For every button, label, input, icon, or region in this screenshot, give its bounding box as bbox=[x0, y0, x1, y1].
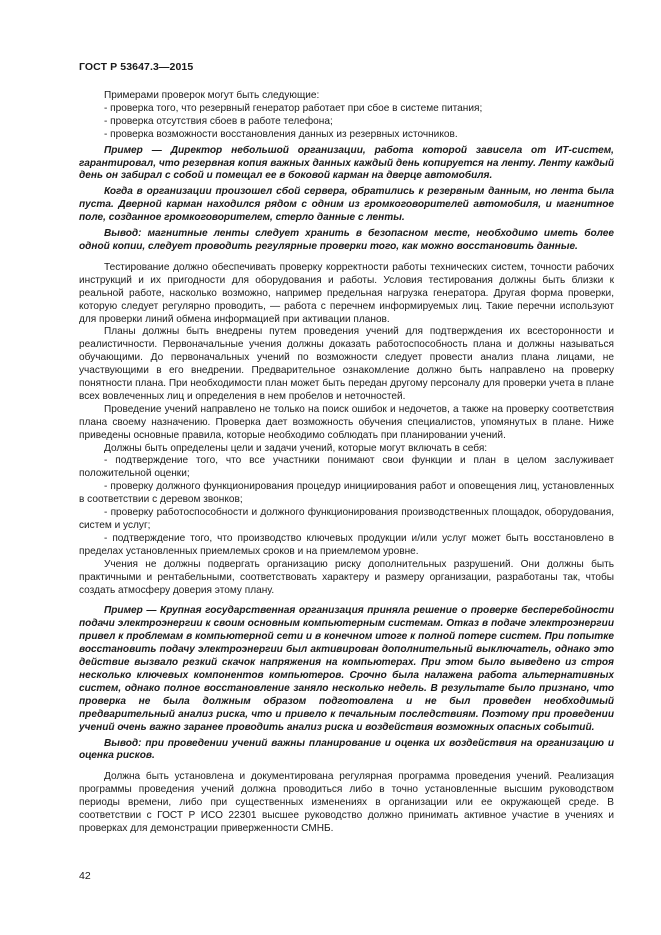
page-number: 42 bbox=[79, 870, 91, 882]
standard-code-header: ГОСТ Р 53647.3—2015 bbox=[79, 61, 194, 73]
example-paragraph: Когда в организации произошел сбой сервера, обратились к резервным данным, но лента была пуста. Дверной карман находился рядом с одним из громкоговорителей автомобиля, и магнитное поле, созданное громкоговорителем, стерло данные с ленты. bbox=[79, 186, 614, 224]
paragraph: Планы должны быть внедрены путем проведения учений для подтверждения их всесторонности и реалистичности. Первоначальные учения должны доказать работоспособность плана и должны называться обучающими. До первоначальных учений по возможности следует провести анализ плана лицами, не участвующими в его внедрении. Предварительное ознакомление должно быть направлено на проверку понятности плана. При необходимости план может быть передан другому персоналу для проверки учета в плане всех вовлеченных лиц и определения в нем пробелов и неточностей. bbox=[79, 326, 614, 402]
list-item: - проверка возможности восстановления данных из резервных источников. bbox=[104, 128, 458, 140]
paragraph: Должна быть установлена и документирована регулярная программа проведения учений. Реализация программы проведения учений должна проводиться либо в точно установленные высшим руководством периоды времени, либо при существенных изменениях в организации или ее окружающей среде. В соответствии с ГОСТ Р ИСО 22301 высшее руководство должно принимать активное участие в учениях и проверках для демонстрации приверженности СМНБ. bbox=[79, 771, 614, 834]
paragraph: Учения не должны подвергать организацию риску дополнительных разрушений. Они должны быть практичными и рентабельными, соответствовать характеру и размеру организации, разработаны так, чтобы создать атмосферу доверия этому плану. bbox=[79, 558, 614, 596]
list-item: - проверку работоспособности и должного функционирования производственных площадок, оборудования, систем и услуг; bbox=[79, 507, 614, 531]
example-paragraph: Пример — Крупная государственная организация приняла решение о проверке бесперебойности подачи электроэнергии к своим основным компьютерным системам. Отказ в подаче электроэнергии привел к проблемам в компьютерной сети и в конечном итоге к полной потере систем. При попытке восстановить подачу электроэнергии был активирован дополнительный выключатель, однако это действие вызвало резкий скачок напряжения на компьютерах. При этом было выведено из строя несколько ключевых компонентов компьютеров. Срочно была налажена работа альтернативных систем, однако полное восстановление заняло несколько недель. В результате было признано, что проверка не была должным образом подготовлена и не был проведен необходимый предварительный анализ риска, что и привело к печальным последствиям. Поэтому при проведении учений очень важно заранее проводить анализ риска и воздействия возможных опасных событий. bbox=[79, 605, 614, 733]
document-body bbox=[79, 90, 614, 836]
paragraph: Тестирование должно обеспечивать проверку корректности работы технических систем, точности рабочих инструкций и их пригодности для оборудования и работы. Условия тестирования должны быть близки к реальной работе, насколько возможно, например предельная нагрузка генератора. Другая форма проверки, которую следует регулярно проводить, — работа с перечнем информируемых лиц. Такие перечни используют для проверки линий обмена информацией при активации планов. bbox=[79, 261, 614, 325]
paragraph: Проведение учений направлено не только на поиск ошибок и недочетов, а также на проверку соответствия плана своему назначению. Проверка дает возможность обучения специалистов, упомянутых в плане. Ниже приведены основные правила, которые необходимо соблюдать при планировании учений. bbox=[79, 403, 614, 441]
conclusion-paragraph: Вывод: магнитные ленты следует хранить в безопасном месте, необходимо иметь более одной копии, следует проводить регулярные проверки того, как можно восстановить данные. bbox=[79, 228, 614, 252]
list-item: - проверка отсутствия сбоев в работе телефона; bbox=[104, 115, 333, 127]
paragraph: Примерами проверок могут быть следующие: bbox=[104, 90, 320, 101]
example-paragraph: Пример — Директор небольшой организации, работа которой зависела от ИТ-систем, гарантировал, что резервная копия важных данных каждый день копируется на ленту. Ленту каждый день он забирал с собой и помещал ее в боковой карман на дверце автомобиля. bbox=[79, 144, 614, 182]
list-item: - подтверждение того, что производство ключевых продукции и/или услуг может быть восстановлено в пределах установленных приемлемых сроков и на приемлемом уровне. bbox=[79, 532, 614, 557]
list-item: - подтверждение того, что все участники понимают свои функции и план в целом заслуживает положительной оценки; bbox=[79, 455, 614, 480]
paragraph: Должны быть определены цели и задачи учений, которые могут включать в себя: bbox=[104, 442, 488, 454]
list-item: - проверка того, что резервный генератор работает при сбое в системе питания; bbox=[104, 102, 483, 114]
list-item: - проверку должного функционирования процедур инициирования работ и оповещения лиц, установленных в соответствии с деревом звонков; bbox=[79, 481, 614, 506]
conclusion-paragraph: Вывод: при проведении учений важны планирование и оценка их воздействия на организацию и оценка рисков. bbox=[79, 737, 614, 762]
